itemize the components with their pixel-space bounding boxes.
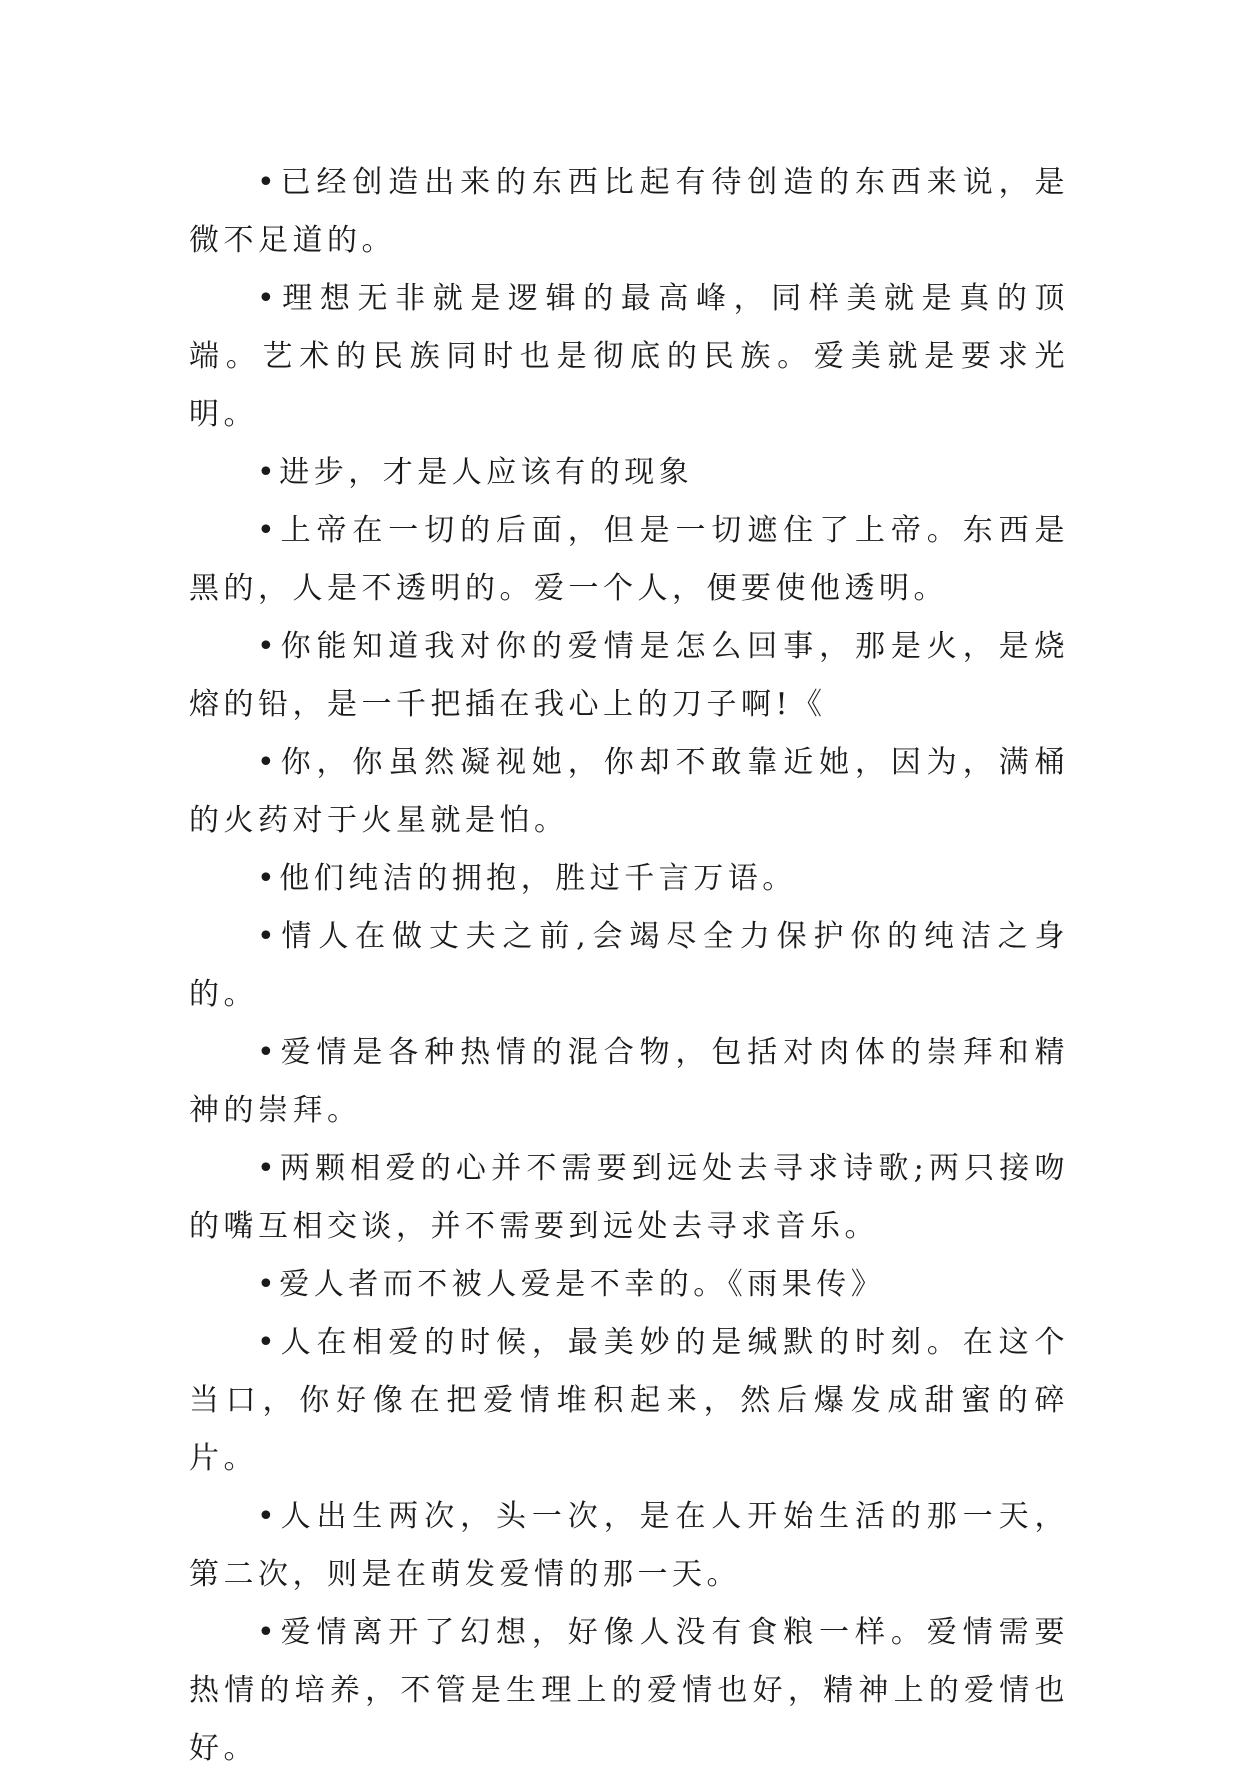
quote-paragraph: •你，你虽然凝视她，你却不敢靠近她，因为，满桶的火药对于火星就是怕。 — [189, 745, 1069, 838]
quote-paragraph: •情人在做丈夫之前,会竭尽全力保护你的纯洁之身的。 — [189, 919, 1069, 1012]
quote-paragraph: •他们纯洁的拥抱，胜过千言万语。 — [257, 861, 797, 896]
quote-paragraph: •已经创造出来的东西比起有待创造的东西来说，是微不足道的。 — [189, 165, 1069, 258]
quote-paragraph: •你能知道我对你的爱情是怎么回事，那是火，是烧熔的铅，是一千把插在我心上的刀子啊!《 — [189, 629, 1069, 722]
quote-paragraph: •爱情是各种热情的混合物，包括对肉体的崇拜和精神的崇拜。 — [189, 1035, 1069, 1128]
quote-paragraph: •两颗相爱的心并不需要到远处去寻求诗歌;两只接吻的嘴互相交谈，并不需要到远处去寻求音乐。 — [189, 1151, 1069, 1244]
quote-paragraph: •人在相爱的时候，最美妙的是缄默的时刻。在这个当口，你好像在把爱情堆积起来，然后爆发成甜蜜的碎片。 — [189, 1325, 1069, 1476]
quote-paragraph: •人出生两次，头一次，是在人开始生活的那一天，第二次，则是在萌发爱情的那一天。 — [189, 1499, 1069, 1592]
quote-paragraph: •爱情离开了幻想，好像人没有食粮一样。爱情需要热情的培养，不管是生理上的爱情也好，精神上的爱情也好。 — [189, 1615, 1069, 1766]
quote-paragraph: •理想无非就是逻辑的最高峰，同样美就是真的顶端。艺术的民族同时也是彻底的民族。爱美就是要求光明。 — [189, 281, 1069, 432]
quote-paragraph: •爱人者而不被人爱是不幸的。《雨果传》 — [257, 1267, 886, 1302]
quote-paragraph: •进步，才是人应该有的现象 — [257, 455, 694, 490]
quote-paragraph: •上帝在一切的后面，但是一切遮住了上帝。东西是黑的，人是不透明的。爱一个人，便要使他透明。 — [189, 513, 1069, 606]
quote-list — [189, 154, 1069, 1778]
